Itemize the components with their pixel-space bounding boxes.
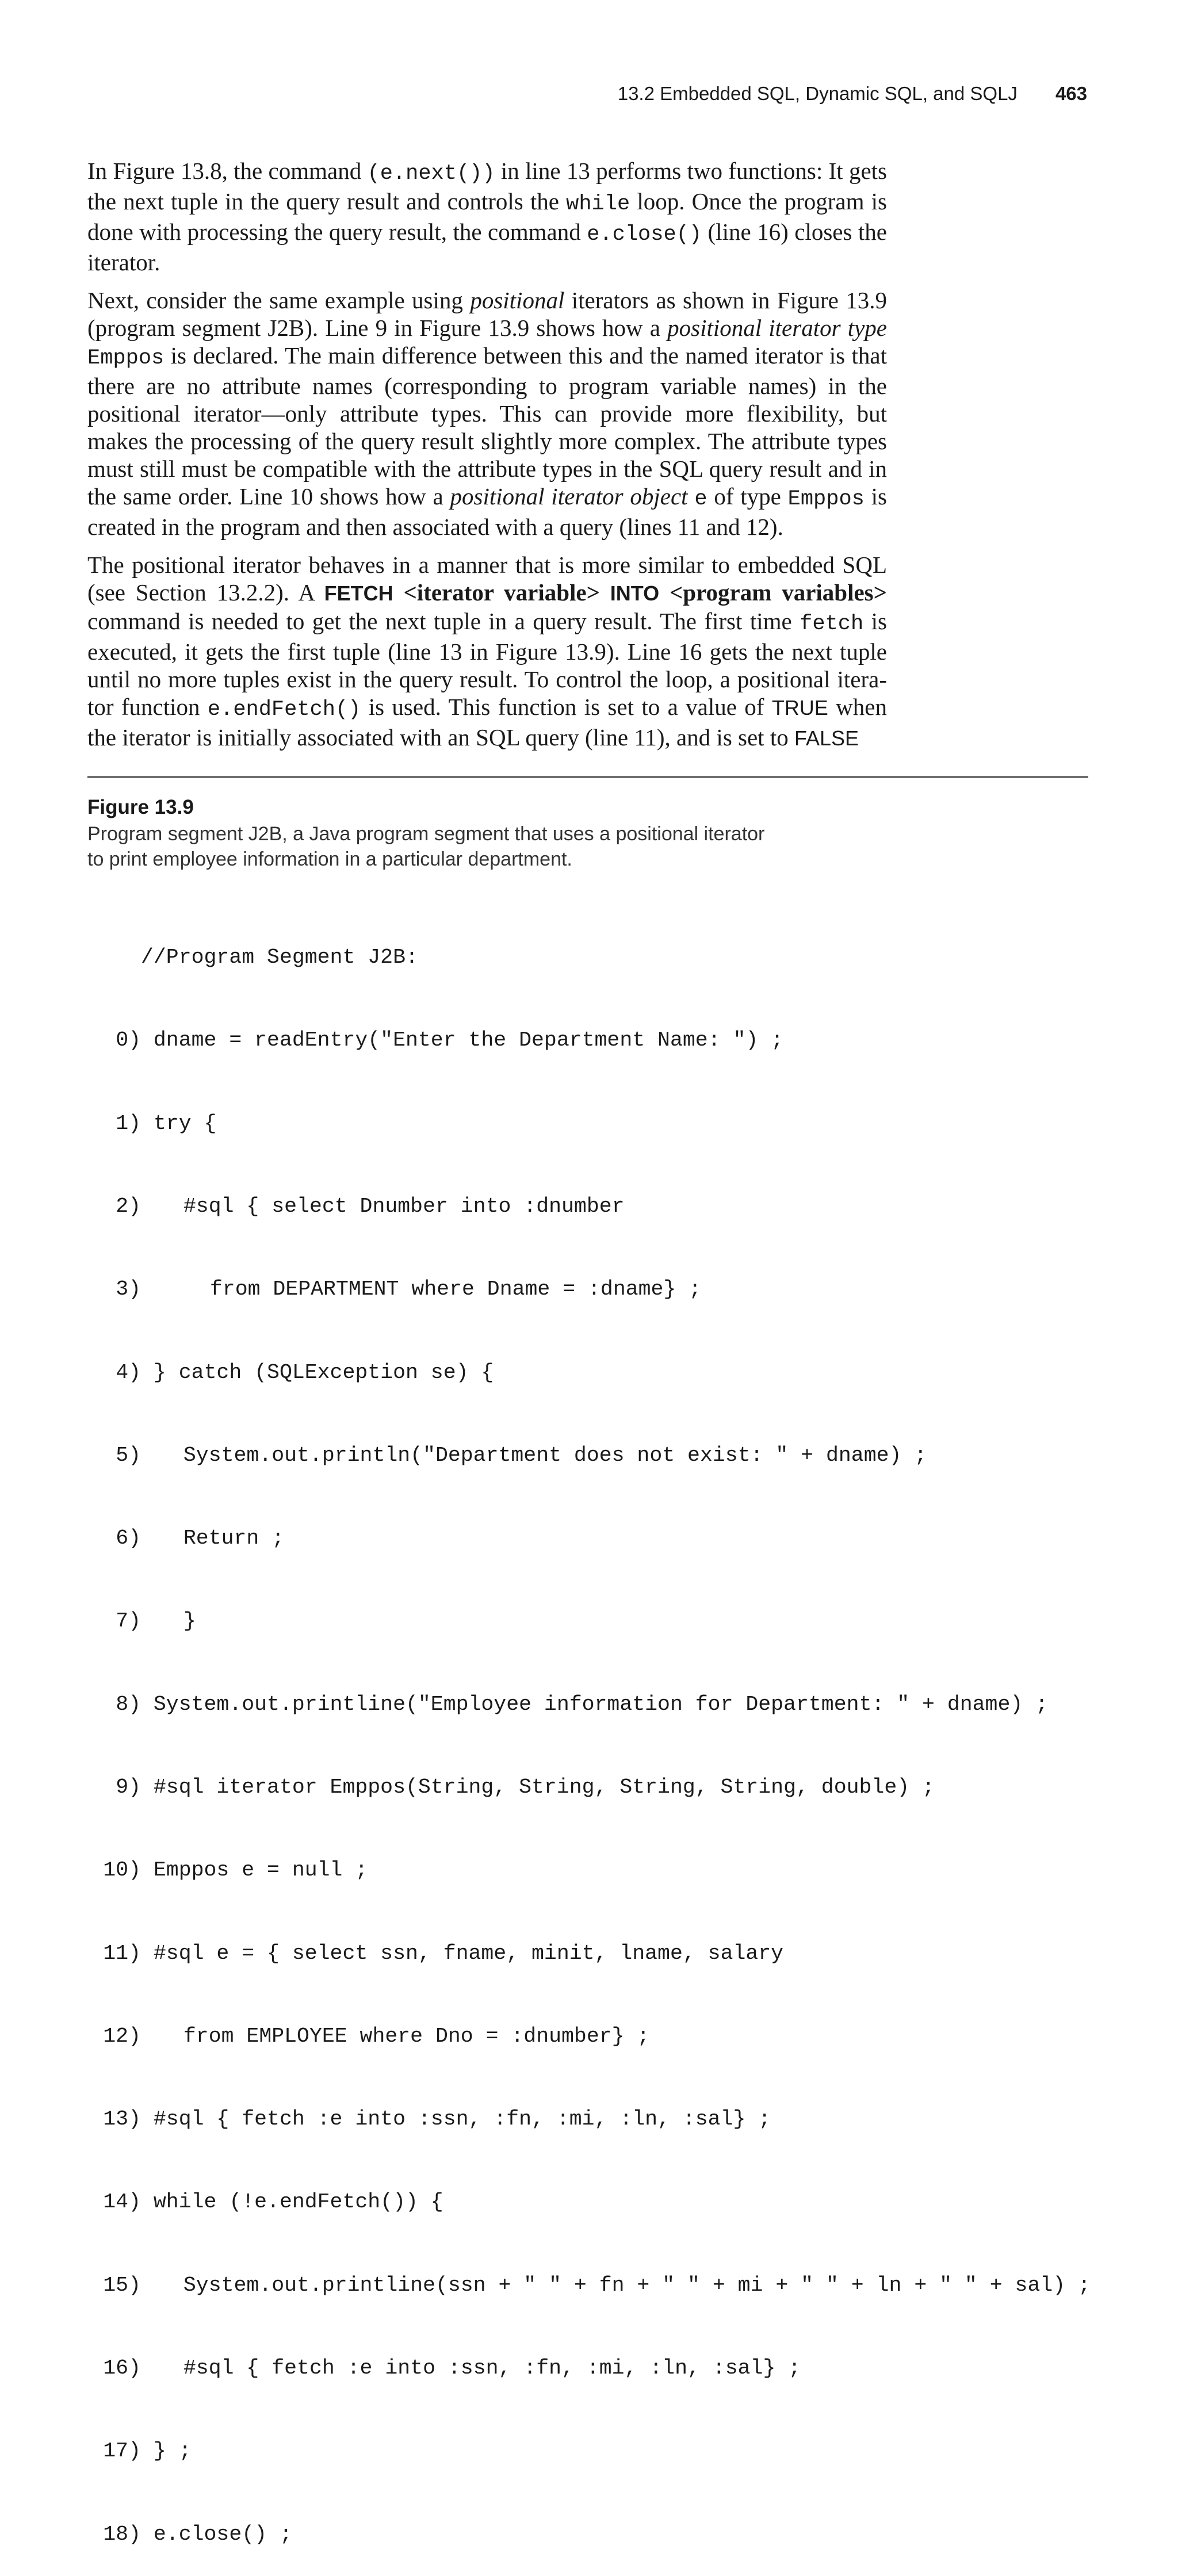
code-text: #sql e = { select ssn, fname, minit, lname, salary	[153, 1941, 784, 1965]
italic-term: positional iterator type	[667, 315, 887, 341]
inline-code: e	[694, 487, 707, 511]
code-text: try {	[153, 1111, 217, 1135]
code-line	[85, 1774, 1091, 1801]
inline-code: fetch	[800, 612, 864, 636]
code-line	[85, 1940, 1091, 1968]
code-text: } ;	[153, 2439, 192, 2463]
text-run: of type	[707, 483, 788, 510]
text-run: is created in the program and then associated with a query (lines 11 and 12).	[87, 483, 887, 540]
code-text: #sql iterator Emppos(String, String, String, String, double) ;	[153, 1775, 935, 1799]
code-line	[85, 1193, 1091, 1220]
sans-value: TRUE	[771, 696, 828, 719]
line-number: 5)	[116, 1443, 141, 1467]
code-text: System.out.printline(ssn + " " + fn + " " + mi + " " + ln + " " + sal) ;	[183, 2273, 1091, 2297]
code-text: e.close() ;	[153, 2522, 292, 2546]
code-line	[85, 1525, 1091, 1552]
sans-value: FALSE	[794, 726, 859, 750]
code-listing	[85, 889, 1091, 2576]
bold-term: <program variables>	[669, 579, 888, 606]
inline-code: Emppos	[87, 346, 165, 370]
text-run: is executed, it gets the first tuple (line 13 in Figure 13.9). Line 16 gets the next tuple until no more tuples exist in the query result. To control the loop, a positional itera-tor function	[87, 608, 887, 720]
code-line	[85, 1359, 1091, 1387]
text-run: command is needed to get the next tuple in a query result. The first time	[87, 608, 800, 634]
line-number: 16)	[103, 2356, 141, 2380]
inline-code: Emppos	[787, 487, 865, 511]
code-line	[85, 2521, 1091, 2548]
inline-code: while	[566, 192, 630, 216]
running-head	[0, 82, 1087, 105]
section-title: 13.2 Embedded SQL, Dynamic SQL, and SQLJ	[617, 83, 1018, 104]
code-line	[85, 2023, 1091, 2050]
code-text: from EMPLOYEE where Dno = :dnumber} ;	[183, 2024, 650, 2048]
page-number: 463	[1055, 83, 1087, 104]
code-text: while (!e.endFetch()) {	[153, 2190, 443, 2214]
code-text: System.out.printline("Employee information for Department: " + dname) ;	[153, 1692, 1049, 1716]
code-text: dname = readEntry("Enter the Department Name: ") ;	[153, 1028, 784, 1052]
line-number: 7)	[116, 1609, 141, 1633]
sql-keyword: INTO	[610, 581, 660, 605]
line-number: 17)	[103, 2439, 141, 2463]
line-number: 14)	[103, 2190, 141, 2214]
code-line	[85, 2188, 1091, 2216]
figure-divider	[87, 776, 1088, 778]
line-number: 12)	[103, 2024, 141, 2048]
figure-title: Figure 13.9	[87, 796, 194, 818]
line-number: 0)	[116, 1028, 141, 1052]
code-line	[85, 1442, 1091, 1469]
code-line	[85, 1691, 1091, 1718]
line-number: 2)	[116, 1195, 141, 1219]
code-line	[85, 2272, 1091, 2299]
figure-caption: Program segment J2B, a Java program segment that uses a positional iterator to print employee information in a particular department.	[87, 823, 765, 870]
line-number: 6)	[116, 1526, 141, 1551]
sql-keyword: FETCH	[324, 581, 393, 605]
text-run: when the iterator is initially associated with an SQL query (line 11), and is set to	[87, 694, 887, 751]
code-line	[85, 1857, 1091, 1884]
code-line	[85, 2355, 1091, 2382]
code-text: } catch (SQLException se) {	[153, 1360, 494, 1384]
text-run	[600, 579, 610, 606]
code-line	[85, 2437, 1091, 2465]
text-run: (line 16) closes the iterator.	[87, 219, 887, 275]
text-run: is used. This function is set to a value of	[361, 694, 772, 720]
line-number: 15)	[103, 2273, 141, 2297]
text-run	[393, 579, 404, 606]
code-line	[85, 1110, 1091, 1138]
code-text: Emppos e = null ;	[153, 1858, 368, 1882]
code-text: }	[183, 1609, 196, 1633]
text-run: loop. Once the program is done with processing the query result, the command	[87, 188, 887, 245]
line-number: 9)	[116, 1775, 141, 1799]
text-run: Next, consider the same example using	[87, 287, 471, 313]
paragraph-2	[87, 286, 887, 541]
code-text: #sql { fetch :e into :ssn, :fn, :mi, :ln, :sal} ;	[153, 2107, 771, 2131]
line-number: 11)	[103, 1941, 141, 1965]
text-run: The positional iterator behaves in a manner that is more similar to embedded SQL (see Section 13.2.2). A	[87, 552, 887, 606]
code-header-line	[85, 944, 1091, 971]
line-number: 1)	[116, 1111, 141, 1135]
line-number: 3)	[116, 1277, 141, 1302]
italic-term: positional	[470, 287, 565, 313]
code-comment: //Program Segment J2B:	[141, 946, 418, 970]
inline-code: e.close()	[587, 223, 702, 247]
paragraph-1	[87, 157, 887, 276]
paragraph-3	[87, 551, 887, 752]
code-text: System.out.println("Department does not exist: " + dname) ;	[183, 1443, 927, 1467]
code-line	[85, 2106, 1091, 2133]
text-run	[688, 483, 695, 510]
bold-term: <iterator variable>	[403, 579, 600, 606]
text-run	[659, 579, 670, 606]
line-number: 18)	[103, 2522, 141, 2546]
code-text: Return ;	[183, 1526, 285, 1551]
inline-code: e.endFetch()	[207, 698, 361, 722]
text-run: iterators as shown in Figure 13.9 (program segment J2B). Line 9 in Figure 13.9 shows how a	[87, 287, 887, 341]
line-number: 4)	[116, 1360, 141, 1384]
line-number: 13)	[103, 2107, 141, 2131]
code-line	[85, 1276, 1091, 1303]
text-run: In Figure 13.8, the command	[87, 158, 368, 184]
code-text: #sql { select Dnumber into :dnumber	[183, 1195, 625, 1219]
line-number: 8)	[116, 1692, 141, 1716]
body-text	[87, 157, 887, 763]
line-number: 10)	[103, 1858, 141, 1882]
code-line	[85, 1027, 1091, 1054]
text-run: in line 13 performs two functions: It gets the next tuple in the query result and controls the	[87, 158, 887, 215]
text-run: is declared. The main difference between this and the named iterator is that there are no attribute names (corresponding to program variable names) in the positional iterator—only attribute types. This can provide more flexibility, but makes the processing of the query result slightly more complex. The attribute types must still must be compatible with the attribute types in the SQL query result and in the same order. Line 10 shows how a	[87, 342, 887, 510]
inline-code: (e.next())	[367, 162, 495, 186]
code-line	[85, 1607, 1091, 1635]
code-text: #sql { fetch :e into :ssn, :fn, :mi, :ln, :sal} ;	[183, 2356, 801, 2380]
italic-term: positional iterator object	[450, 483, 688, 510]
code-text: from DEPARTMENT where Dname = :dname} ;	[209, 1277, 702, 1302]
